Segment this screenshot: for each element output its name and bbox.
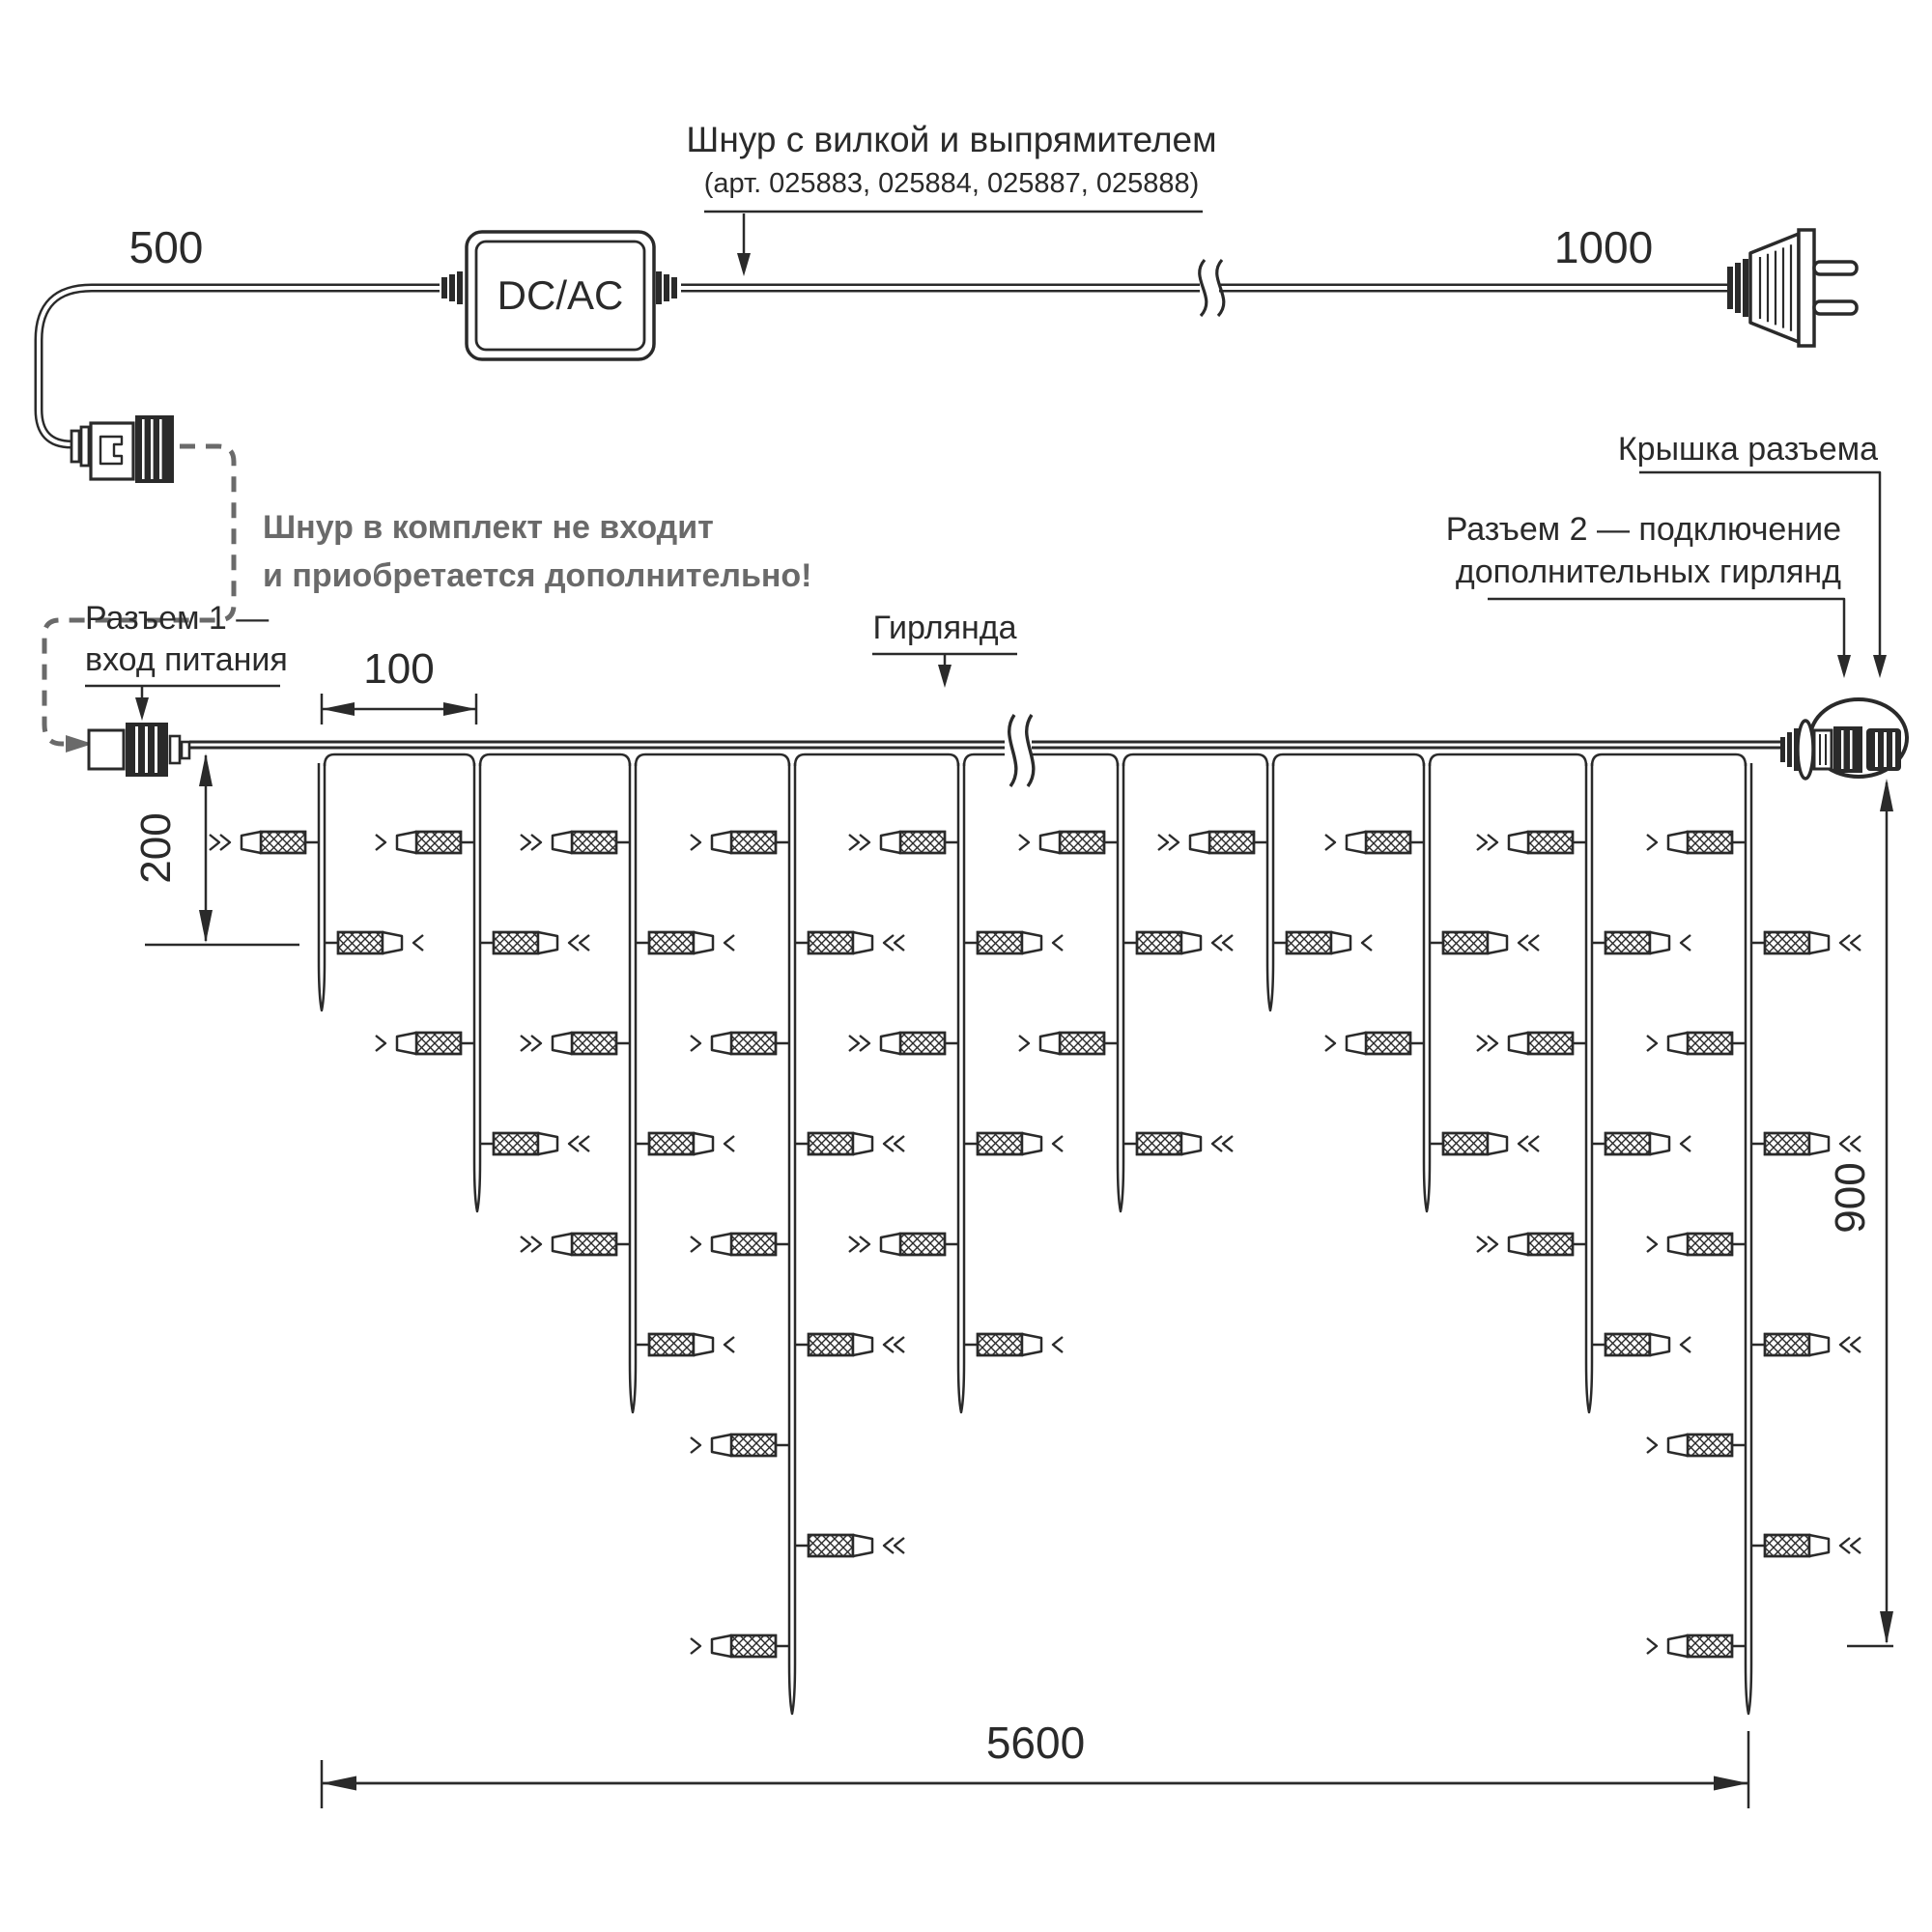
connector-2-with-cap: [1780, 699, 1907, 779]
connector2-label-line1: Разъем 2 — подключение: [1445, 511, 1841, 548]
led-bulb: [521, 1033, 630, 1054]
garland-drop-5: [849, 763, 1063, 1412]
led-bulb: [636, 1334, 734, 1355]
dim-500: 500: [128, 222, 204, 272]
garland-drop-3: [521, 763, 734, 1412]
led-bulb: [1647, 1234, 1746, 1255]
led-bulb: [795, 1133, 904, 1154]
led-bulb: [636, 1133, 734, 1154]
led-bulb: [964, 1334, 1063, 1355]
cord-subtitle: (арт. 025883, 025884, 025887, 025888): [703, 168, 1200, 199]
dim-100: 100: [363, 645, 435, 693]
led-bulb: [210, 832, 319, 853]
led-bulb: [691, 1033, 789, 1054]
garland-drop-7: [1158, 763, 1372, 1010]
led-bulb: [521, 1234, 630, 1255]
led-bulb: [1325, 1033, 1424, 1054]
connector1-label-line1: Разъем 1 —: [85, 600, 270, 637]
led-bulb: [849, 832, 958, 853]
led-bulb: [1158, 832, 1267, 853]
dim-200: 200: [132, 812, 180, 884]
led-bulb: [1647, 1033, 1746, 1054]
led-bulb: [1325, 832, 1424, 853]
led-bulb: [521, 832, 630, 853]
led-bulb: [1647, 1635, 1746, 1657]
led-bulb: [376, 832, 474, 853]
led-bulb: [1647, 1435, 1746, 1456]
led-bulb: [325, 932, 423, 953]
garland-drop-8: [1325, 763, 1539, 1211]
led-bulb: [1592, 1334, 1690, 1355]
led-bulb: [1430, 932, 1539, 953]
led-bulb: [1751, 932, 1861, 953]
cap-label: Крышка разъема: [1617, 431, 1878, 468]
garland-drop-4: [691, 763, 904, 1714]
led-bulb: [795, 1535, 904, 1556]
led-bulb: [1592, 1133, 1690, 1154]
garland-label: Гирлянда: [872, 610, 1017, 646]
note-line1: Шнур в комплект не входит: [263, 509, 714, 546]
led-bulb: [691, 1635, 789, 1657]
led-bulb: [964, 1133, 1063, 1154]
led-bulb: [691, 1435, 789, 1456]
led-bulb: [480, 1133, 589, 1154]
garland-drop-10: [1647, 763, 1861, 1714]
led-bulb: [1477, 832, 1586, 853]
led-bulb: [964, 932, 1063, 953]
led-bulb: [1751, 1535, 1861, 1556]
diagram-linework: [39, 212, 1887, 766]
led-bulb: [795, 932, 904, 953]
connector2-label-line2: дополнительных гирлянд: [1455, 554, 1841, 590]
led-bulb: [849, 1033, 958, 1054]
adapter-label: DC/AC: [497, 272, 624, 318]
cord-title: Шнур с вилкой и выпрямителем: [686, 120, 1217, 159]
garland-drop-2: [376, 763, 589, 1211]
led-bulb: [1477, 1234, 1586, 1255]
led-bulb: [1430, 1133, 1539, 1154]
led-bulb: [636, 932, 734, 953]
led-bulb: [1019, 832, 1118, 853]
dim-5600: 5600: [985, 1718, 1086, 1768]
dim-900: 900: [1827, 1162, 1874, 1234]
led-bulb: [1751, 1334, 1861, 1355]
led-bulb: [1647, 832, 1746, 853]
dim-1000: 1000: [1553, 222, 1654, 272]
led-bulb: [691, 1234, 789, 1255]
connector1-label-line2: вход питания: [85, 641, 288, 678]
garland-drop-9: [1477, 763, 1690, 1412]
led-bulb: [1477, 1033, 1586, 1054]
led-bulb: [795, 1334, 904, 1355]
led-bulb: [1123, 1133, 1233, 1154]
led-bulb: [849, 1234, 958, 1255]
led-bulb: [480, 932, 589, 953]
led-bulb: [1019, 1033, 1118, 1054]
note-line2: и приобретается дополнительно!: [263, 557, 812, 594]
led-bulb: [1592, 932, 1690, 953]
led-bulb: [691, 832, 789, 853]
garland-drop-6: [1019, 763, 1233, 1211]
garland-drop-1: [210, 763, 423, 1010]
connector-1-power-input: [89, 723, 189, 777]
led-bulb: [1273, 932, 1372, 953]
led-bulb: [1751, 1133, 1861, 1154]
led-bulb: [1123, 932, 1233, 953]
diagram-overlay-linework: [89, 260, 1907, 1808]
led-bulb: [376, 1033, 474, 1054]
